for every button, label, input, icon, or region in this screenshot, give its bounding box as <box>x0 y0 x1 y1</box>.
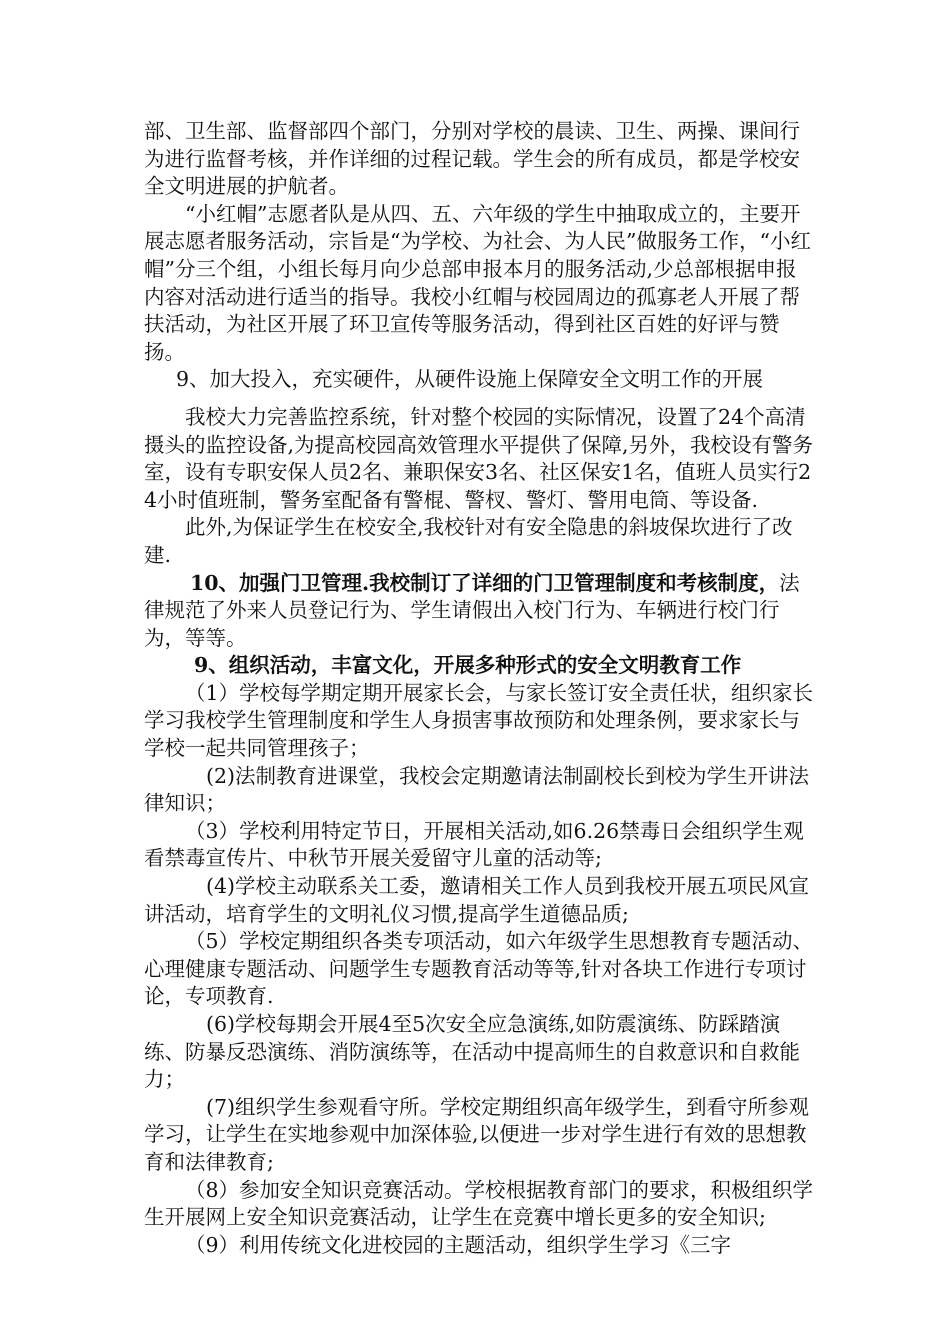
paragraph-item-3: （3）学校利用特定节日，开展相关活动,如6.26禁毒日会组织学生观看禁毒宣传片、中秋节开展关爱留守儿童的活动等; <box>144 818 804 871</box>
paragraph-item-4: (4)学校主动联系关工委，邀请相关工作人员到我校开展五项民风宣讲活动，培育学生的文明礼仪习惯,提高学生道德品质; <box>144 874 810 926</box>
document-body <box>144 118 816 1259</box>
paragraph-gate-management <box>144 570 816 653</box>
paragraph-little-red-hat: “小红帽”志愿者队是从四、五、六年级的学生中抽取成立的，主要开展志愿者服务活动，宗旨是“为学校、为社会、为人民”做服务工作，“小红帽”分三个组，小组长每月向少总部申报本月的服务活动,少总部根据申报内容对活动进行适当的指导。我校小红帽与校园周边的孤寡老人开展了帮扶活动，为社区开展了环卫宣传等服务活动，得到社区百姓的好评与赞扬。 <box>144 201 811 364</box>
gate-management-body: 法律规范了外来人员登记行为、学生请假出入校门行为、车辆进行校门行为，等等。 <box>144 570 800 650</box>
paragraph-item-7: (7)组织学生参观看守所。学校定期组织高年级学生，到看守所参观学习，让学生在实地参观中加深体验,以便进一步对学生进行有效的思想教育和法律教育; <box>144 1094 810 1174</box>
paragraph-item-1: （1）学校每学期定期开展家长会，与家长签订安全责任状，组织家长学习我校学生管理制度和学生人身损害事故预防和处理条例，要求家长与学校一起共同管理孩子； <box>144 680 814 761</box>
paragraph-student-union: 部、卫生部、监督部四个部门，分别对学校的晨读、卫生、两操、课间行为进行监督考核，并作详细的过程记载。学生会的所有成员，都是学校安全文明进展的护航者。 <box>144 119 800 199</box>
paragraph-slope-renovation: 此外,为保证学生在校安全,我校针对有安全隐患的斜坡保坎进行了改建. <box>144 515 793 567</box>
paragraph-item-6: (6)学校每期会开展4至5次安全应急演练,如防震演练、防踩踏演练、防暴反恐演练、消防演练等，在活动中提高师生的自救意识和自救能力； <box>144 1012 800 1092</box>
paragraph-item-5: （5）学校定期组织各类专项活动，如六年级学生思想教育专题活动、心理健康专题活动、问题学生专题教育活动等等,针对各块工作进行专项讨论，专项教育. <box>144 929 814 1009</box>
gate-management-heading: 10、加强门卫管理.我校制订了详细的门卫管理制度和考核制度， <box>190 570 780 595</box>
heading-organize-activities: 9、组织活动，丰富文化，开展多种形式的安全文明教育工作 <box>194 653 742 678</box>
heading-hardware-investment: 9、加大投入，充实硬件，从硬件设施上保障安全文明工作的开展 <box>176 367 764 392</box>
paragraph-item-2: (2)法制教育进课堂，我校会定期邀请法制副校长到校为学生开讲法律知识； <box>144 763 810 816</box>
paragraph-monitoring-system: 我校大力完善监控系统，针对整个校园的实际情况，设置了24个高清摄头的监控设备,为提高校园高效管理水平提供了保障,另外，我校设有警务室，设有专职安保人员2名、兼职保安3名、社区保安1名，值班人员实行24小时值班制，警务室配备有警棍、警杈、警灯、警用电筒、等设备. <box>144 404 814 512</box>
paragraph-item-9: （9）利用传统文化进校园的主题活动，组织学生学习《三字 <box>185 1232 732 1257</box>
paragraph-item-8: （8）参加安全知识竞赛活动。学校根据教育部门的要求，积极组织学生开展网上安全知识竞赛活动，让学生在竞赛中增长更多的安全知识; <box>144 1177 814 1230</box>
